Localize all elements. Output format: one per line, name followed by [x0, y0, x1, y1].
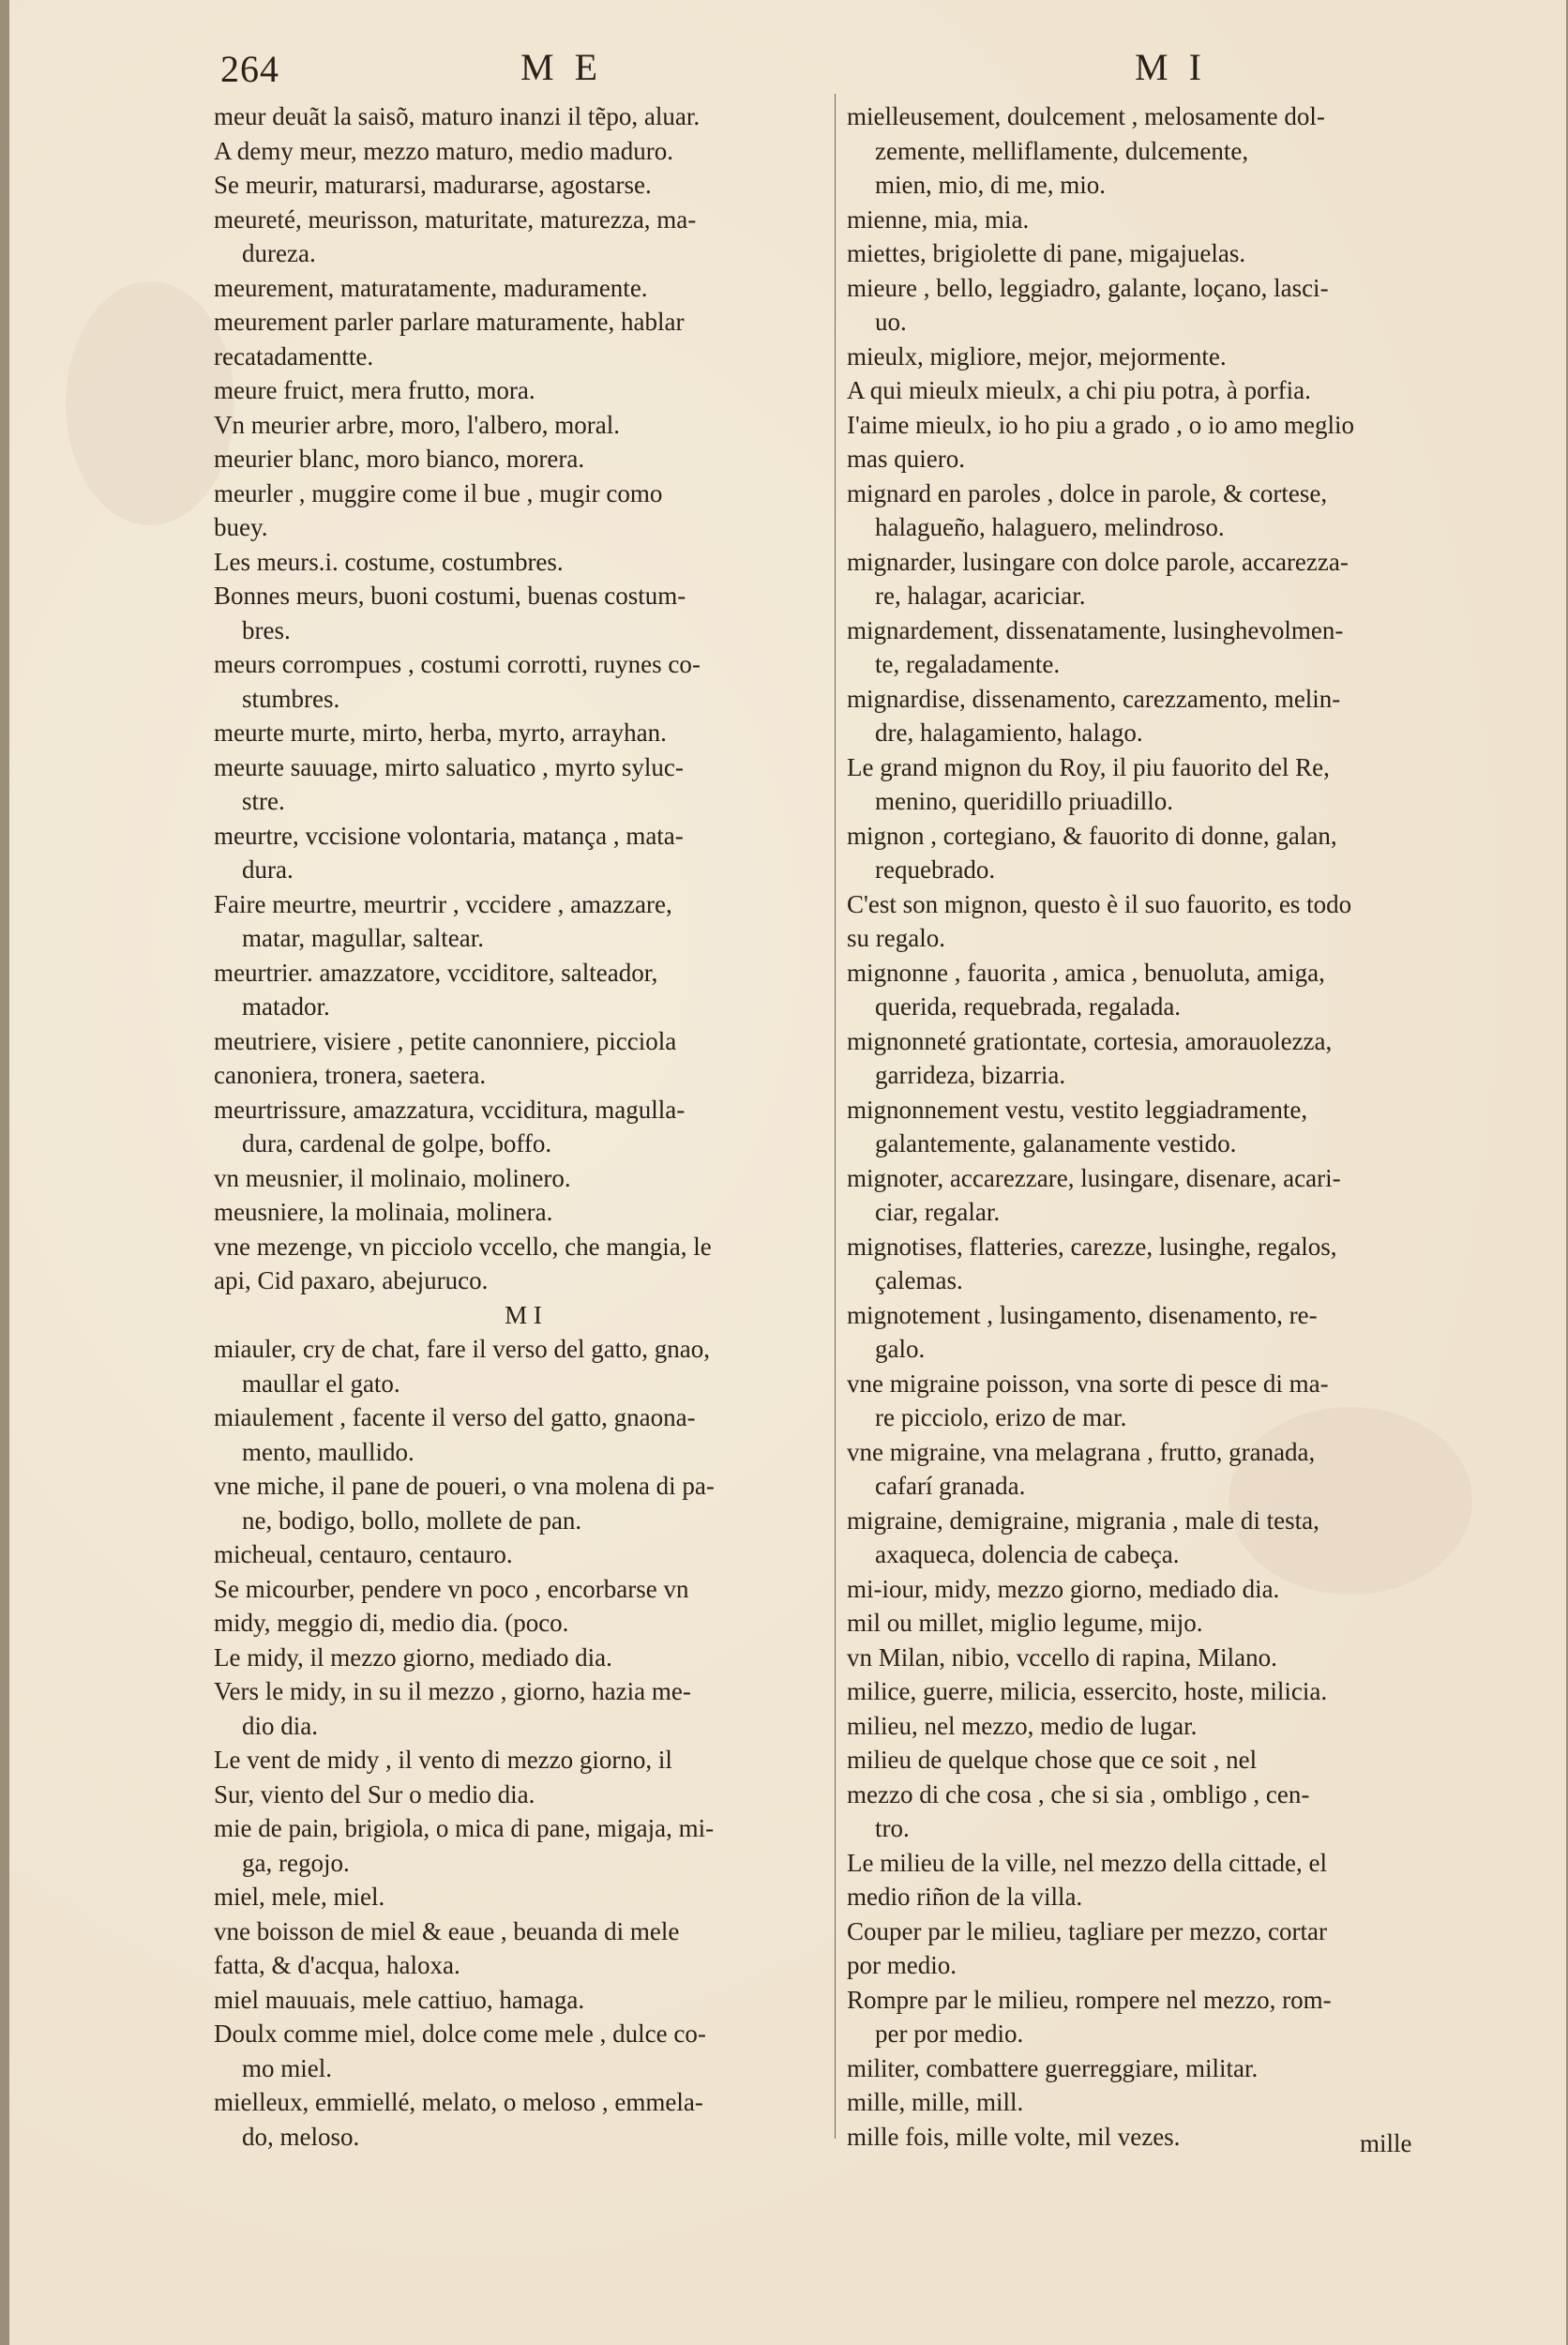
dictionary-line: Le midy, il mezzo giorno, mediado dia.	[214, 1642, 612, 1672]
dictionary-line: galantemente, galanamente vestido.	[875, 1129, 1237, 1157]
dictionary-line: meurler , muggire come il bue , mugir como	[214, 478, 663, 507]
dictionary-line: mignardement, dissenatamente, lusinghevolmen-	[847, 615, 1344, 644]
dictionary-line: ga, regojo.	[242, 1848, 350, 1877]
dictionary-line: mignotises, flatteries, carezze, lusinghe, regalos,	[847, 1232, 1337, 1261]
dictionary-line: milieu, nel mezzo, medio de lugar.	[847, 1711, 1198, 1740]
dictionary-line: migraine, demigraine, migrania , male di testa,	[847, 1505, 1319, 1535]
dictionary-line: dio dia.	[242, 1711, 318, 1740]
dictionary-line: zemente, melliflamente, dulcemente,	[875, 136, 1249, 165]
dictionary-line: mielleusement, doulcement , melosamente dol-	[847, 102, 1325, 130]
dictionary-line: Le grand mignon du Roy, il piu fauorito del Re,	[847, 752, 1330, 781]
dictionary-line: midy, meggio di, medio dia. (poco.	[214, 1609, 569, 1637]
dictionary-line: por medio.	[847, 1951, 957, 1979]
dictionary-line: requebrado.	[875, 855, 996, 884]
dictionary-line: miel mauuais, mele cattiuo, hamaga.	[214, 1985, 585, 2014]
dictionary-line: vne boisson de miel & eaue , beuanda di mele	[214, 1916, 680, 1945]
dictionary-line: mil ou millet, miglio legume, mijo.	[847, 1609, 1203, 1637]
dictionary-line: vne migraine, vna melagrana , frutto, granada,	[847, 1437, 1316, 1466]
dictionary-line: mento, maullido.	[242, 1437, 415, 1466]
dictionary-line: vn Milan, nibio, vccello di rapina, Milano.	[847, 1642, 1277, 1672]
dictionary-line: mille, mille, mill.	[847, 2088, 1024, 2116]
book-page	[9, 0, 1566, 2345]
dictionary-line: Sur, viento del Sur o medio dia.	[214, 1779, 535, 1808]
dictionary-line: tro.	[875, 1814, 910, 1842]
dictionary-line: recatadamentte.	[214, 341, 374, 371]
dictionary-line: stre.	[242, 787, 285, 815]
dictionary-line: halagueño, halaguero, melindroso.	[875, 513, 1225, 541]
dictionary-line: militer, combattere guerreggiare, militar.	[847, 2053, 1259, 2082]
dictionary-line: mien, mio, di me, mio.	[875, 171, 1106, 199]
dictionary-line: meure fruict, mera frutto, mora.	[214, 376, 535, 404]
dictionary-line: maullar el gato.	[242, 1369, 400, 1398]
dictionary-line: mignon , cortegiano, & fauorito di donne, galan,	[847, 821, 1337, 850]
dictionary-line: Vers le midy, in su il mezzo , giorno, hazia me-	[214, 1677, 691, 1705]
dictionary-line: ne, bodigo, bollo, mollete de pan.	[242, 1505, 582, 1535]
dictionary-line: vn meusnier, il molinaio, molinero.	[214, 1163, 571, 1192]
dictionary-line: mignonnement vestu, vestito leggiadramente,	[847, 1095, 1308, 1124]
dictionary-line: do, meloso.	[242, 2122, 360, 2151]
dictionary-line: meurtre, vccisione volontaria, matança , mata-	[214, 821, 684, 850]
dictionary-line: mignonne , fauorita , amica , benuoluta, amiga,	[847, 958, 1325, 987]
dictionary-line: meureté, meurisson, maturitate, maturezza, ma-	[214, 204, 697, 234]
dictionary-line: dura.	[242, 855, 294, 884]
dictionary-line: dureza.	[242, 239, 316, 267]
dictionary-line: galo.	[875, 1335, 926, 1363]
dictionary-line: canoniera, tronera, saetera.	[214, 1061, 487, 1089]
dictionary-line: Faire meurtre, meurtrir , vccidere , amazzare,	[214, 889, 672, 918]
dictionary-line: meurtrier. amazzatore, vcciditore, salteador,	[214, 958, 658, 987]
dictionary-line: meurement, maturatamente, maduramente.	[214, 273, 648, 302]
dictionary-line: dura, cardenal de golpe, boffo.	[242, 1129, 552, 1157]
dictionary-line: Couper par le milieu, tagliare per mezzo, cortar	[847, 1916, 1328, 1945]
dictionary-line: querida, requebrada, regalada.	[875, 992, 1182, 1021]
dictionary-line: mielleux, emmiellé, melato, o meloso , emmela-	[214, 2088, 703, 2116]
dictionary-line: meurte sauuage, mirto saluatico , myrto syluc-	[214, 752, 684, 781]
dictionary-line: C'est son mignon, questo è il suo fauorito, es todo	[847, 889, 1352, 918]
dictionary-line: uo.	[875, 308, 907, 336]
left-running-head: M E	[520, 46, 603, 88]
dictionary-line: vne mezenge, vn picciolo vccello, che mangia, le	[214, 1232, 712, 1261]
dictionary-line: medio riñon de la villa.	[847, 1883, 1083, 1911]
dictionary-line: meurte murte, mirto, herba, myrto, arrayhan.	[214, 719, 667, 747]
dictionary-line: fatta, & d'acqua, haloxa.	[214, 1951, 460, 1979]
dictionary-line: Se meurir, maturarsi, madurarse, agostarse.	[214, 171, 652, 199]
dictionary-line: çalemas.	[875, 1266, 963, 1294]
dictionary-line: Bonnes meurs, buoni costumi, buenas costum-	[214, 582, 686, 610]
dictionary-line: matar, magullar, saltear.	[242, 924, 484, 952]
dictionary-line: mignard en paroles , dolce in parole, & cortese,	[847, 478, 1328, 507]
dictionary-line: stumbres.	[242, 684, 340, 713]
dictionary-line: Doulx comme miel, dolce come mele , dulce co-	[214, 2020, 706, 2048]
dictionary-line: mignotement , lusingamento, disenamento, re-	[847, 1300, 1318, 1329]
dictionary-line: mieure , bello, leggiadro, galante, loçano, lasci-	[847, 273, 1329, 302]
dictionary-line: Vn meurier arbre, moro, l'albero, moral.	[214, 410, 620, 439]
dictionary-line: miettes, brigiolette di pane, migajuelas.	[847, 239, 1246, 267]
dictionary-line: miaulement , facente il verso del gatto, gnaona-	[214, 1403, 696, 1431]
dictionary-line: milieu de quelque chose que ce soit , nel	[847, 1746, 1258, 1774]
left-column	[214, 99, 833, 2154]
dictionary-line: A demy meur, mezzo maturo, medio maduro.	[214, 136, 674, 165]
dictionary-line: mi-iour, midy, mezzo giorno, mediado dia.	[847, 1574, 1280, 1603]
dictionary-line: re, halagar, acariciar.	[875, 582, 1086, 610]
catchword: mille	[1360, 2129, 1412, 2157]
dictionary-line: Se micourber, pendere vn poco , encorbarse vn	[214, 1574, 689, 1603]
dictionary-line: mignoter, accarezzare, lusingare, disenare, acari-	[847, 1163, 1341, 1192]
dictionary-line: meurement parler parlare maturamente, hablar	[214, 308, 685, 336]
dictionary-line: A qui mieulx mieulx, a chi piu potra, à porfia.	[847, 376, 1311, 404]
right-running-head: M I	[1135, 46, 1207, 88]
dictionary-line: mie de pain, brigiola, o mica di pane, migaja, mi-	[214, 1814, 715, 1842]
dictionary-line: meurier blanc, moro bianco, morera.	[214, 445, 585, 473]
dictionary-line: Les meurs.i. costume, costumbres.	[214, 547, 564, 576]
dictionary-line: meutriere, visiere , petite canonniere, picciola	[214, 1026, 677, 1055]
dictionary-line: meur deuãt la saisõ, maturo inanzi il tẽpo, aluar.	[214, 102, 701, 130]
dictionary-line: meusniere, la molinaia, molinera.	[214, 1198, 553, 1226]
dictionary-line: menino, queridillo priuadillo.	[875, 787, 1173, 815]
dictionary-line: bres.	[242, 615, 291, 644]
dictionary-line: te, regaladamente.	[875, 650, 1061, 678]
dictionary-line: per por medio.	[875, 2020, 1024, 2048]
dictionary-line: micheual, centauro, centauro.	[214, 1540, 513, 1568]
dictionary-line: su regalo.	[847, 924, 945, 952]
dictionary-line: mas quiero.	[847, 445, 965, 473]
dictionary-line: milice, guerre, milicia, essercito, hoste, milicia.	[847, 1677, 1328, 1705]
dictionary-line: Le milieu de la ville, nel mezzo della cittade, el	[847, 1848, 1328, 1877]
dictionary-line: re picciolo, erizo de mar.	[875, 1403, 1127, 1431]
paper-stain	[66, 281, 234, 525]
dictionary-line: miel, mele, miel.	[214, 1883, 385, 1911]
dictionary-line: meurs corrompues , costumi corrotti, ruynes co-	[214, 650, 701, 678]
dictionary-line: Rompre par le milieu, rompere nel mezzo, rom-	[847, 1985, 1332, 2014]
dictionary-line: mieulx, migliore, mejor, mejormente.	[847, 341, 1227, 371]
dictionary-line: mignardise, dissenamento, carezzamento, melin-	[847, 684, 1341, 713]
column-divider	[835, 94, 836, 2139]
dictionary-line: mezzo di che cosa , che si sia , ombligo , cen-	[847, 1779, 1310, 1808]
dictionary-line: miauler, cry de chat, fare il verso del gatto, gnao,	[214, 1335, 710, 1363]
dictionary-line: buey.	[214, 513, 268, 541]
dictionary-line: mignarder, lusingare con dolce parole, accarezza-	[847, 547, 1349, 576]
dictionary-line: cafarí granada.	[875, 1472, 1026, 1500]
dictionary-line: api, Cid paxaro, abejuruco.	[214, 1266, 489, 1294]
dictionary-line: ciar, regalar.	[875, 1198, 1001, 1226]
dictionary-line: garrideza, bizarria.	[875, 1061, 1066, 1089]
dictionary-line: dre, halagamiento, halago.	[875, 719, 1143, 747]
dictionary-line: mille fois, mille volte, mil vezes.	[847, 2122, 1181, 2151]
dictionary-line: axaqueca, dolencia de cabeça.	[875, 1540, 1180, 1568]
dictionary-line: meurtrissure, amazzatura, vcciditura, magulla-	[214, 1095, 686, 1124]
dictionary-line: I'aime mieulx, io ho piu a grado , o io amo meglio	[847, 410, 1355, 439]
dictionary-line: matador.	[242, 992, 330, 1021]
dictionary-line: M I	[505, 1300, 542, 1329]
dictionary-line: mignonneté grationtate, cortesia, amorauolezza,	[847, 1026, 1333, 1055]
dictionary-line: Le vent de midy , il vento di mezzo giorno, il	[214, 1746, 672, 1774]
page-number: 264	[220, 48, 279, 90]
dictionary-line: mo miel.	[242, 2053, 332, 2082]
dictionary-line: mienne, mia, mia.	[847, 204, 1030, 234]
right-column	[847, 99, 1466, 2154]
dictionary-line: vne miche, il pane de poueri, o vna molena di pa-	[214, 1472, 715, 1500]
dictionary-line: vne migraine poisson, vna sorte di pesce di ma-	[847, 1369, 1329, 1398]
